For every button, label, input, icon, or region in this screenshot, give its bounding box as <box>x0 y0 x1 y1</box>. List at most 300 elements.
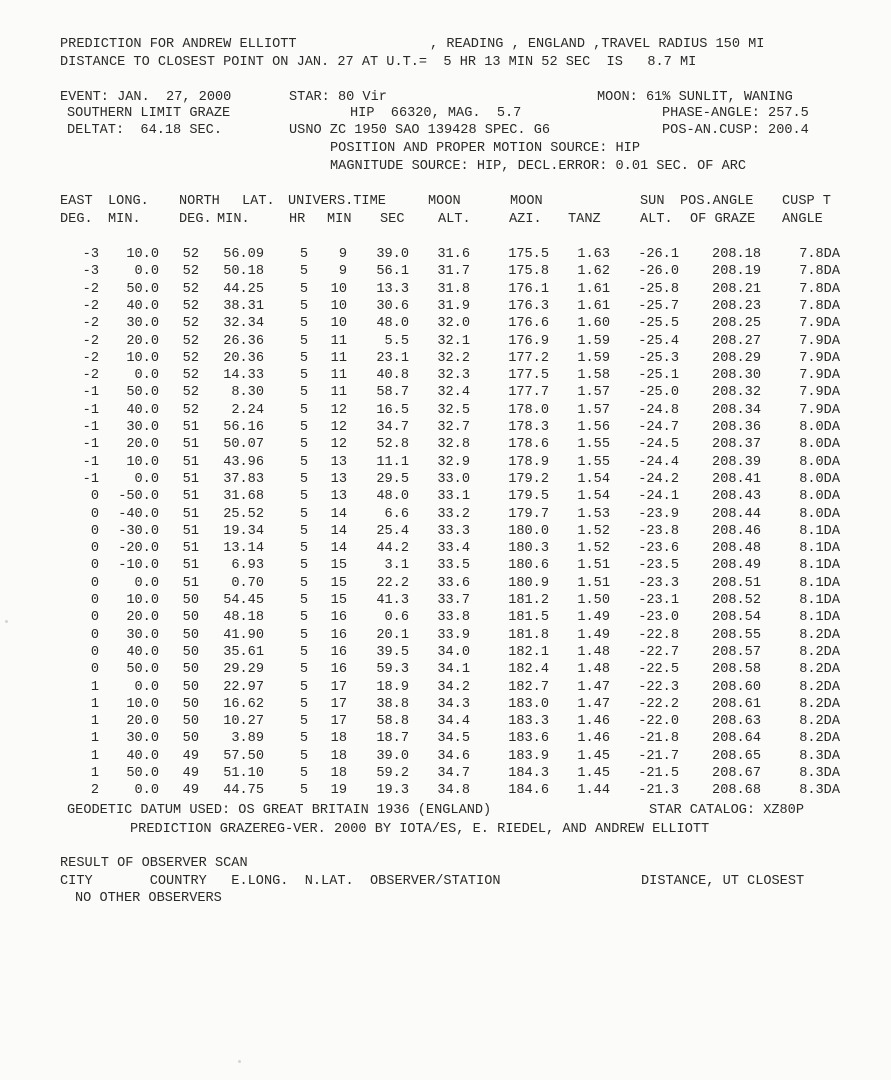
cell-tanz: 1.61 <box>577 298 610 314</box>
cell-ut-min: 13 <box>330 471 347 487</box>
cell-sun-alt: -24.8 <box>638 402 679 418</box>
cell-sun-alt: -24.4 <box>638 454 679 470</box>
cell-east-min: 40.0 <box>126 644 159 660</box>
cell-moon-alt: 32.5 <box>437 402 470 418</box>
phase-angle: PHASE-ANGLE: 257.5 <box>662 106 809 121</box>
cell-pos-angle: 208.21 <box>712 281 761 297</box>
cell-ut-sec: 16.5 <box>376 402 409 418</box>
cell-north-deg: 51 <box>182 523 199 539</box>
cell-north-min: 44.75 <box>223 783 264 799</box>
cell-north-deg: 52 <box>182 385 199 401</box>
cell-east-deg: -2 <box>82 333 99 349</box>
cell-cusp-angle: 7.9DA <box>799 385 840 401</box>
cell-moon-azi: 177.2 <box>508 350 549 366</box>
cell-pos-angle: 208.23 <box>712 298 761 314</box>
cell-north-deg: 52 <box>182 281 199 297</box>
header2-cusp-angle: ANGLE <box>782 212 823 227</box>
cell-east-deg: -1 <box>82 471 99 487</box>
cell-cusp-angle: 8.0DA <box>799 506 840 522</box>
cell-cusp-angle: 8.1DA <box>799 558 840 574</box>
header2-north-deg: DEG. <box>179 212 212 227</box>
cell-moon-azi: 182.4 <box>508 662 549 678</box>
cell-east-deg: 2 <box>90 783 99 799</box>
cell-north-min: 50.07 <box>223 437 264 453</box>
cell-cusp-angle: 8.2DA <box>799 714 840 730</box>
cell-ut-min: 15 <box>330 558 347 574</box>
cell-tanz: 1.63 <box>577 247 610 262</box>
cell-ut-min: 9 <box>338 264 347 280</box>
cell-pos-angle: 208.43 <box>712 489 761 505</box>
pos-an-cusp: POS-AN.CUSP: 200.4 <box>662 123 809 138</box>
cell-tanz: 1.57 <box>577 402 610 418</box>
cell-ut-hr: 5 <box>299 541 308 557</box>
cell-sun-alt: -22.7 <box>638 644 679 660</box>
cell-north-deg: 50 <box>182 731 199 747</box>
cell-north-deg: 50 <box>182 662 199 678</box>
cell-moon-alt: 33.9 <box>437 627 470 643</box>
cell-east-deg: 1 <box>90 679 99 695</box>
cell-east-deg: -2 <box>82 368 99 384</box>
cell-tanz: 1.59 <box>577 333 610 349</box>
cell-north-deg: 51 <box>182 471 199 487</box>
cell-east-deg: 0 <box>90 662 99 678</box>
cell-east-deg: -2 <box>82 316 99 332</box>
cell-ut-hr: 5 <box>299 350 308 366</box>
cell-ut-hr: 5 <box>299 281 308 297</box>
cell-east-deg: -1 <box>82 385 99 401</box>
cell-tanz: 1.51 <box>577 575 610 591</box>
cell-north-min: 56.16 <box>223 420 264 435</box>
cell-tanz: 1.53 <box>577 506 610 522</box>
cell-north-deg: 52 <box>182 264 199 280</box>
cell-tanz: 1.50 <box>577 593 610 608</box>
cell-east-deg: 0 <box>90 506 99 522</box>
cell-east-deg: -2 <box>82 281 99 297</box>
cell-east-deg: -2 <box>82 298 99 314</box>
cell-north-min: 50.18 <box>223 264 264 280</box>
cell-cusp-angle: 8.0DA <box>799 437 840 453</box>
cell-ut-sec: 25.4 <box>376 523 409 539</box>
cell-ut-min: 16 <box>330 662 347 678</box>
cell-moon-azi: 180.9 <box>508 575 549 591</box>
cell-ut-min: 9 <box>338 247 347 262</box>
cell-ut-sec: 59.3 <box>376 662 409 678</box>
cell-moon-azi: 176.9 <box>508 333 549 349</box>
cell-moon-azi: 175.8 <box>508 264 549 280</box>
cell-sun-alt: -22.3 <box>638 679 679 695</box>
cell-ut-hr: 5 <box>299 316 308 332</box>
cell-ut-sec: 30.6 <box>376 298 409 314</box>
cell-cusp-angle: 7.9DA <box>799 333 840 349</box>
cell-sun-alt: -23.3 <box>638 575 679 591</box>
cell-east-deg: -1 <box>82 402 99 418</box>
header2-sun-alt: ALT. <box>640 212 673 227</box>
header1-moon-azi: MOON <box>510 194 543 209</box>
cell-moon-alt: 31.8 <box>437 281 470 297</box>
cell-ut-sec: 19.3 <box>376 783 409 799</box>
cell-moon-azi: 181.2 <box>508 593 549 608</box>
cell-ut-min: 15 <box>330 593 347 608</box>
cell-pos-angle: 208.18 <box>712 247 761 262</box>
cell-pos-angle: 208.68 <box>712 783 761 799</box>
cell-ut-hr: 5 <box>299 558 308 574</box>
cell-moon-azi: 178.0 <box>508 402 549 418</box>
cell-cusp-angle: 8.2DA <box>799 644 840 660</box>
cell-ut-hr: 5 <box>299 731 308 747</box>
observer-scan-title: RESULT OF OBSERVER SCAN <box>60 856 248 871</box>
cell-cusp-angle: 8.1DA <box>799 593 840 608</box>
cell-ut-min: 11 <box>330 350 347 366</box>
cell-east-min: -30.0 <box>118 523 159 539</box>
cell-east-min: 0.0 <box>134 264 159 280</box>
cell-cusp-angle: 8.0DA <box>799 471 840 487</box>
cell-east-deg: 0 <box>90 575 99 591</box>
cell-tanz: 1.44 <box>577 783 610 799</box>
cell-ut-sec: 29.5 <box>376 471 409 487</box>
header2-ut-min: MIN <box>327 212 352 227</box>
cell-moon-azi: 181.5 <box>508 610 549 626</box>
cell-pos-angle: 208.64 <box>712 731 761 747</box>
cell-ut-sec: 13.3 <box>376 281 409 297</box>
cell-east-deg: -1 <box>82 437 99 453</box>
cell-moon-azi: 179.7 <box>508 506 549 522</box>
cell-cusp-angle: 7.9DA <box>799 368 840 384</box>
cell-ut-hr: 5 <box>299 696 308 712</box>
cell-tanz: 1.52 <box>577 541 610 557</box>
cell-east-deg: 1 <box>90 714 99 730</box>
cell-tanz: 1.55 <box>577 437 610 453</box>
cell-east-min: 50.0 <box>126 766 159 781</box>
cell-ut-sec: 0.6 <box>384 610 409 626</box>
cell-pos-angle: 208.46 <box>712 523 761 539</box>
cell-ut-min: 19 <box>330 783 347 799</box>
cell-moon-azi: 183.6 <box>508 731 549 747</box>
cell-ut-min: 11 <box>330 333 347 349</box>
cell-ut-min: 10 <box>330 298 347 314</box>
cell-ut-min: 12 <box>330 437 347 453</box>
cell-ut-sec: 58.8 <box>376 714 409 730</box>
header2-ut-sec: SEC <box>380 212 405 227</box>
cell-ut-sec: 18.7 <box>376 731 409 747</box>
cell-ut-min: 11 <box>330 368 347 384</box>
cell-east-min: 20.0 <box>126 610 159 626</box>
cell-north-min: 31.68 <box>223 489 264 505</box>
cell-tanz: 1.49 <box>577 610 610 626</box>
header1-moon-alt: MOON <box>428 194 461 209</box>
cell-ut-min: 14 <box>330 523 347 539</box>
cell-moon-alt: 34.5 <box>437 731 470 747</box>
cell-east-deg: 0 <box>90 593 99 608</box>
cell-ut-min: 15 <box>330 575 347 591</box>
cell-east-deg: 0 <box>90 558 99 574</box>
cell-ut-sec: 56.1 <box>376 264 409 280</box>
cell-ut-hr: 5 <box>299 437 308 453</box>
cell-east-min: 30.0 <box>126 316 159 332</box>
cell-north-min: 38.31 <box>223 298 264 314</box>
cell-cusp-angle: 8.3DA <box>799 783 840 799</box>
cell-pos-angle: 208.52 <box>712 593 761 608</box>
cell-east-min: 40.0 <box>126 298 159 314</box>
cell-east-deg: 1 <box>90 748 99 764</box>
cell-north-deg: 50 <box>182 610 199 626</box>
cell-north-deg: 51 <box>182 558 199 574</box>
cell-east-min: 30.0 <box>126 627 159 643</box>
cell-moon-azi: 184.3 <box>508 766 549 781</box>
header2-east-min: MIN. <box>108 212 141 227</box>
cell-north-min: 48.18 <box>223 610 264 626</box>
cell-pos-angle: 208.27 <box>712 333 761 349</box>
cell-moon-alt: 32.7 <box>437 420 470 435</box>
cell-cusp-angle: 8.2DA <box>799 679 840 695</box>
cell-north-deg: 50 <box>182 593 199 608</box>
cell-moon-alt: 32.4 <box>437 385 470 401</box>
cell-tanz: 1.54 <box>577 471 610 487</box>
cell-north-min: 51.10 <box>223 766 264 781</box>
cell-tanz: 1.47 <box>577 679 610 695</box>
cell-cusp-angle: 7.9DA <box>799 350 840 366</box>
cell-cusp-angle: 8.2DA <box>799 696 840 712</box>
cell-east-min: 0.0 <box>134 679 159 695</box>
cell-ut-hr: 5 <box>299 385 308 401</box>
cell-north-deg: 51 <box>182 506 199 522</box>
cell-moon-azi: 183.9 <box>508 748 549 764</box>
cell-pos-angle: 208.54 <box>712 610 761 626</box>
cell-sun-alt: -24.2 <box>638 471 679 487</box>
cell-ut-min: 12 <box>330 420 347 435</box>
cell-ut-hr: 5 <box>299 627 308 643</box>
cell-ut-hr: 5 <box>299 748 308 764</box>
cell-ut-sec: 22.2 <box>376 575 409 591</box>
cell-cusp-angle: 8.1DA <box>799 523 840 539</box>
cell-ut-sec: 34.7 <box>376 420 409 435</box>
cell-ut-min: 10 <box>330 316 347 332</box>
event-date: EVENT: JAN. 27, 2000 <box>60 90 232 105</box>
cell-north-deg: 51 <box>182 575 199 591</box>
header2-moon-alt: ALT. <box>438 212 471 227</box>
cell-ut-sec: 58.7 <box>376 385 409 401</box>
cell-tanz: 1.45 <box>577 748 610 764</box>
cell-ut-min: 17 <box>330 714 347 730</box>
cell-pos-angle: 208.49 <box>712 558 761 574</box>
cell-pos-angle: 208.60 <box>712 679 761 695</box>
cell-tanz: 1.56 <box>577 420 610 435</box>
cell-ut-hr: 5 <box>299 714 308 730</box>
cell-east-min: 20.0 <box>126 437 159 453</box>
cell-east-min: 20.0 <box>126 714 159 730</box>
cell-north-min: 43.96 <box>223 454 264 470</box>
cell-north-deg: 51 <box>182 489 199 505</box>
cell-tanz: 1.49 <box>577 627 610 643</box>
cell-moon-alt: 32.0 <box>437 316 470 332</box>
cell-north-min: 8.30 <box>231 385 264 401</box>
cell-east-deg: -2 <box>82 350 99 366</box>
header2-east-deg: DEG. <box>60 212 93 227</box>
cell-north-min: 20.36 <box>223 350 264 366</box>
cell-ut-hr: 5 <box>299 333 308 349</box>
cell-ut-hr: 5 <box>299 593 308 608</box>
cell-ut-hr: 5 <box>299 523 308 539</box>
cell-moon-alt: 33.6 <box>437 575 470 591</box>
cell-north-deg: 50 <box>182 714 199 730</box>
cell-east-deg: 1 <box>90 731 99 747</box>
cell-north-min: 16.62 <box>223 696 264 712</box>
cell-ut-min: 18 <box>330 748 347 764</box>
prediction-for-line: PREDICTION FOR ANDREW ELLIOTT <box>60 37 297 52</box>
cell-cusp-angle: 8.2DA <box>799 627 840 643</box>
cell-pos-angle: 208.41 <box>712 471 761 487</box>
deltat: DELTAT: 64.18 SEC. <box>67 123 222 138</box>
cell-sun-alt: -21.8 <box>638 731 679 747</box>
cell-cusp-angle: 7.9DA <box>799 402 840 418</box>
cell-ut-sec: 6.6 <box>384 506 409 522</box>
cell-tanz: 1.62 <box>577 264 610 280</box>
cell-moon-azi: 178.9 <box>508 454 549 470</box>
cell-north-min: 0.70 <box>231 575 264 591</box>
observer-scan-distance-col: DISTANCE, UT CLOSEST <box>641 874 805 889</box>
cell-sun-alt: -24.7 <box>638 420 679 435</box>
cell-east-min: 0.0 <box>134 471 159 487</box>
cell-north-deg: 52 <box>182 333 199 349</box>
cell-sun-alt: -22.0 <box>638 714 679 730</box>
cell-ut-hr: 5 <box>299 454 308 470</box>
cell-ut-sec: 5.5 <box>384 333 409 349</box>
cell-cusp-angle: 8.2DA <box>799 662 840 678</box>
cell-moon-alt: 32.8 <box>437 437 470 453</box>
cell-pos-angle: 208.65 <box>712 748 761 764</box>
cell-ut-sec: 39.0 <box>376 247 409 262</box>
header1-cusp-angle: CUSP T <box>782 194 831 209</box>
star-name: STAR: 80 Vir <box>289 90 387 105</box>
cell-cusp-angle: 8.1DA <box>799 610 840 626</box>
cell-north-min: 54.45 <box>223 593 264 608</box>
cell-east-min: 20.0 <box>126 333 159 349</box>
cell-cusp-angle: 7.9DA <box>799 316 840 332</box>
cell-ut-min: 12 <box>330 402 347 418</box>
header1-north-min: LAT. <box>242 194 275 209</box>
location-travel-radius: , READING , ENGLAND ,TRAVEL RADIUS 150 MI <box>430 37 765 52</box>
cell-ut-sec: 11.1 <box>376 454 409 470</box>
cell-north-min: 10.27 <box>223 714 264 730</box>
cell-tanz: 1.52 <box>577 523 610 539</box>
scan-speck <box>5 620 8 623</box>
cell-ut-hr: 5 <box>299 575 308 591</box>
cell-east-min: -50.0 <box>118 489 159 505</box>
cell-north-min: 3.89 <box>231 731 264 747</box>
catalog-ids: USNO ZC 1950 SAO 139428 SPEC. G6 <box>289 123 551 138</box>
cell-ut-min: 16 <box>330 627 347 643</box>
cell-north-deg: 51 <box>182 454 199 470</box>
cell-north-deg: 52 <box>182 402 199 418</box>
hip-magnitude: HIP 66320, MAG. 5.7 <box>350 106 522 121</box>
cell-ut-min: 18 <box>330 731 347 747</box>
cell-pos-angle: 208.58 <box>712 662 761 678</box>
cell-moon-alt: 32.1 <box>437 333 470 349</box>
cell-ut-sec: 39.5 <box>376 644 409 660</box>
cell-sun-alt: -22.8 <box>638 627 679 643</box>
cell-moon-azi: 181.8 <box>508 627 549 643</box>
cell-sun-alt: -24.5 <box>638 437 679 453</box>
cell-pos-angle: 208.63 <box>712 714 761 730</box>
cell-moon-alt: 34.6 <box>437 748 470 764</box>
cell-sun-alt: -23.0 <box>638 610 679 626</box>
cell-east-min: 0.0 <box>134 783 159 799</box>
limit-type: SOUTHERN LIMIT GRAZE <box>67 106 231 121</box>
cell-ut-sec: 20.1 <box>376 627 409 643</box>
cell-north-min: 25.52 <box>223 506 264 522</box>
cell-ut-hr: 5 <box>299 247 308 262</box>
cell-north-min: 35.61 <box>223 644 264 660</box>
cell-ut-sec: 48.0 <box>376 316 409 332</box>
cell-moon-azi: 176.6 <box>508 316 549 332</box>
cell-ut-sec: 59.2 <box>376 766 409 781</box>
cell-sun-alt: -23.8 <box>638 523 679 539</box>
cell-ut-hr: 5 <box>299 298 308 314</box>
cell-east-min: 40.0 <box>126 748 159 764</box>
cell-north-deg: 50 <box>182 696 199 712</box>
cell-east-deg: 1 <box>90 696 99 712</box>
cell-north-deg: 51 <box>182 437 199 453</box>
cell-ut-min: 11 <box>330 385 347 401</box>
cell-east-deg: 0 <box>90 541 99 557</box>
cell-ut-min: 16 <box>330 610 347 626</box>
cell-tanz: 1.61 <box>577 281 610 297</box>
cell-sun-alt: -22.2 <box>638 696 679 712</box>
cell-ut-sec: 23.1 <box>376 350 409 366</box>
cell-moon-alt: 34.4 <box>437 714 470 730</box>
cell-ut-min: 16 <box>330 644 347 660</box>
header1-east-min: LONG. <box>108 194 149 209</box>
cell-ut-hr: 5 <box>299 610 308 626</box>
cell-north-deg: 52 <box>182 316 199 332</box>
cell-east-min: 0.0 <box>134 368 159 384</box>
cell-moon-azi: 177.7 <box>508 385 549 401</box>
cell-east-min: 10.0 <box>126 350 159 366</box>
cell-tanz: 1.48 <box>577 662 610 678</box>
cell-east-min: -20.0 <box>118 541 159 557</box>
cell-tanz: 1.51 <box>577 558 610 574</box>
moon-sunlit: MOON: 61% SUNLIT, WANING <box>597 90 793 105</box>
cell-cusp-angle: 7.8DA <box>799 281 840 297</box>
cell-north-min: 44.25 <box>223 281 264 297</box>
cell-east-deg: 0 <box>90 489 99 505</box>
cell-ut-hr: 5 <box>299 420 308 435</box>
cell-moon-alt: 33.1 <box>437 489 470 505</box>
cell-pos-angle: 208.39 <box>712 454 761 470</box>
cell-sun-alt: -23.5 <box>638 558 679 574</box>
cell-sun-alt: -23.6 <box>638 541 679 557</box>
cell-pos-angle: 208.32 <box>712 385 761 401</box>
cell-east-deg: -1 <box>82 454 99 470</box>
cell-pos-angle: 208.57 <box>712 644 761 660</box>
cell-pos-angle: 208.67 <box>712 766 761 781</box>
cell-moon-azi: 176.3 <box>508 298 549 314</box>
cell-ut-hr: 5 <box>299 644 308 660</box>
cell-east-min: 30.0 <box>126 420 159 435</box>
magnitude-source: MAGNITUDE SOURCE: HIP, DECL.ERROR: 0.01 SEC. OF ARC <box>330 159 747 174</box>
cell-east-deg: 0 <box>90 644 99 660</box>
cell-north-deg: 52 <box>182 298 199 314</box>
cell-tanz: 1.48 <box>577 644 610 660</box>
cell-tanz: 1.55 <box>577 454 610 470</box>
cell-cusp-angle: 8.1DA <box>799 541 840 557</box>
cell-cusp-angle: 8.1DA <box>799 575 840 591</box>
cell-tanz: 1.59 <box>577 350 610 366</box>
cell-moon-azi: 182.1 <box>508 644 549 660</box>
cell-sun-alt: -25.7 <box>638 298 679 314</box>
cell-cusp-angle: 7.8DA <box>799 247 840 262</box>
cell-tanz: 1.45 <box>577 766 610 781</box>
cell-moon-alt: 33.3 <box>437 523 470 539</box>
